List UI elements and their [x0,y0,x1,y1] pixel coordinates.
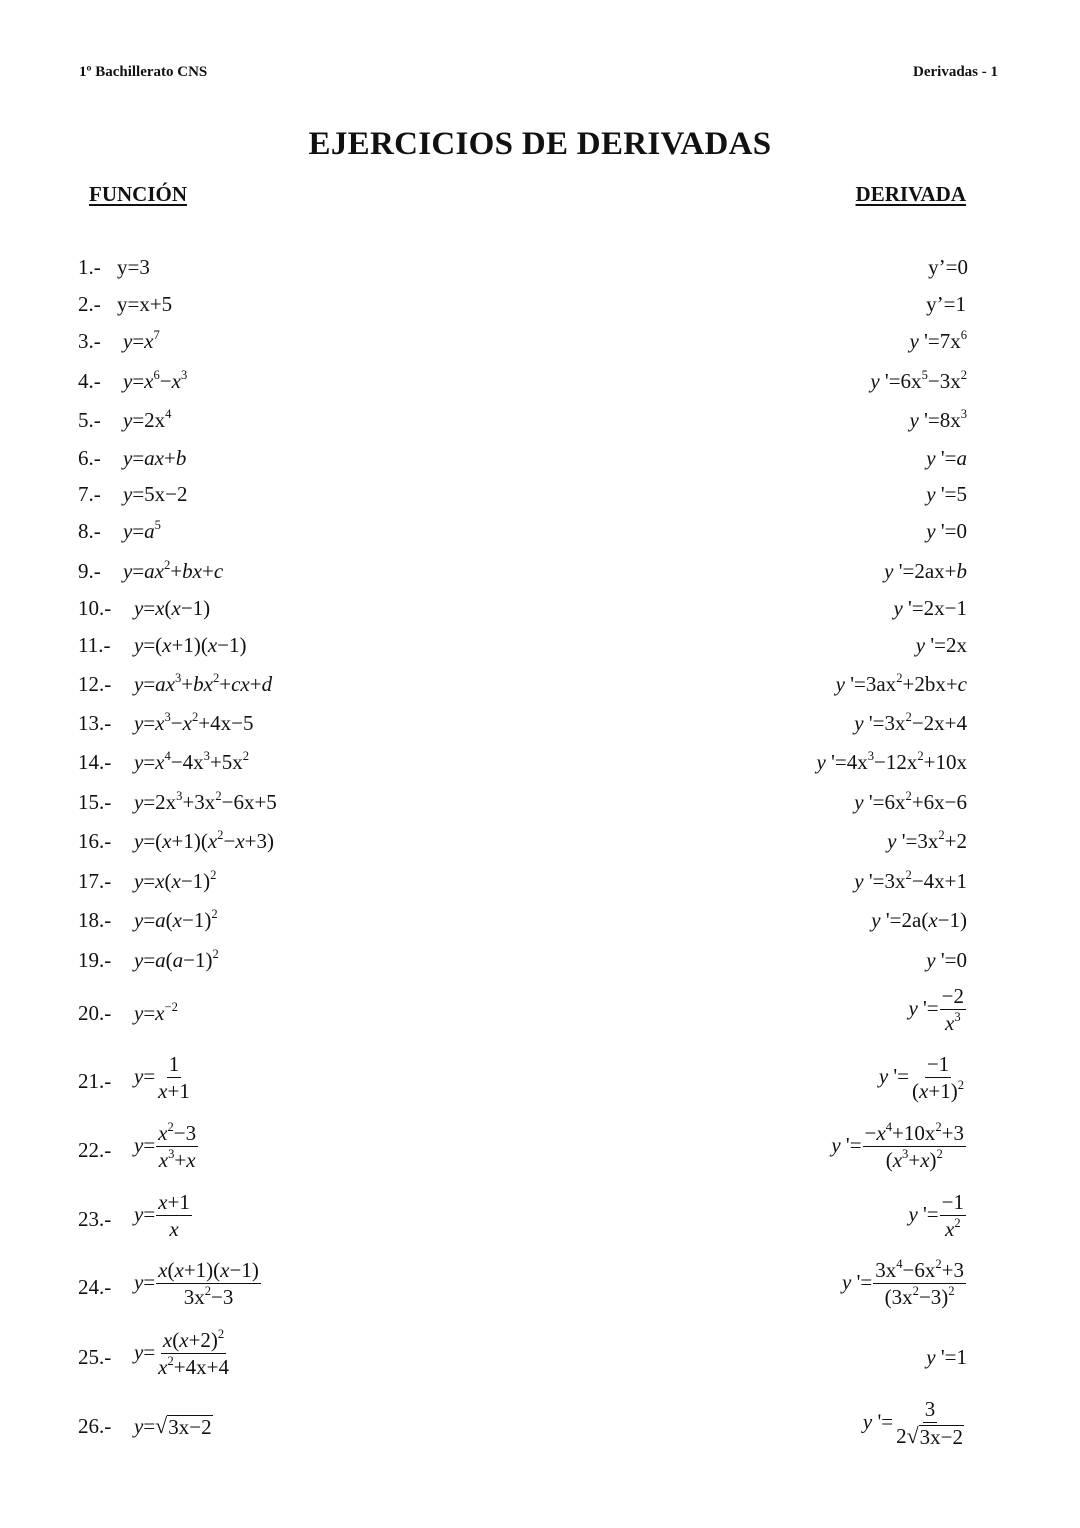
exercise-derivative: y '=2a(x−1) [871,908,967,932]
exercise-derivative: y '= $\frac{-1}{(x+1)^2}$ [878,1052,964,1104]
exercise-row [0,1398,1080,1458]
exercise-function: $y=ax^2+bx+c$ [123,558,224,583]
exercise-number: 15.- [78,790,112,814]
exercise-function: y=3 [117,255,150,279]
exercise-number: 12.- [78,672,112,696]
exercise-derivative: y '$=3ax^2+2bx+c$ [835,671,967,696]
exercise-number: 6.- [78,446,101,470]
exercise-row [0,1053,1080,1113]
exercise-function: $y=x^7$ [123,328,160,353]
column-header-funcion: FUNCIÓN [89,182,187,206]
exercise-number: 10.- [78,596,112,620]
exercise-function: y=x(x−1) [134,596,211,620]
exercise-row [0,1259,1080,1319]
exercise-derivative: y '= $\frac{-x^4+10x^2+3}{(x^3+x)^2}$ [831,1120,964,1173]
exercise-function: $y=ax^3+bx^2+cx+d$ [134,671,273,696]
exercise-derivative: y '= $\frac{3x^4-6x^2+3}{(3x^2-3)^2}$ [842,1257,964,1310]
exercise-derivative: y '$=3x^2-2x+4$ [854,710,967,735]
exercise-row [0,1122,1080,1182]
exercise-derivative: y '= $\frac{-1}{x^2}$ [908,1190,964,1242]
exercise-number: 3.- [78,329,101,353]
exercise-number: 1.- [78,255,101,279]
page-title: EJERCICIOS DE DERIVADAS [308,126,772,162]
exercise-derivative: y '=0 [926,519,967,543]
exercise-function: $y=x^3-x^2+4x-5$ [134,710,254,735]
exercise-number: 18.- [78,908,112,932]
exercise-row [0,1329,1080,1389]
exercise-derivative: y '=2ax+b [884,559,967,583]
exercise-number: 7.- [78,482,101,506]
exercise-function: $y=(x+1)(x^2-x+3)$ [134,828,274,853]
exercise-number: 19.- [78,948,112,972]
exercise-number: 2.- [78,292,101,316]
exercise-function: $y=x(x-1)^2$ [134,868,217,893]
exercise-function: y= $\frac{x(x+2)^2}{x^2+4x+4}$ [134,1327,229,1380]
exercise-derivative: y '=a [926,446,967,470]
exercise-number: 16.- [78,829,112,853]
exercise-number: 13.- [78,711,112,735]
exercise-function: y= $\frac{x^2-3}{x^3+x}$ [134,1120,197,1173]
exercise-derivative: y '$=8x^3$ [909,407,967,432]
exercise-function: $y=2x^3+3x^2-6x+5$ [134,789,277,814]
exercise-function: $y=2x^4$ [123,407,172,432]
exercise-derivative: y '=1 [926,1345,967,1369]
exercise-function: y=5x−2 [123,482,188,506]
exercise-number: 24.- [78,1275,112,1299]
exercise-function: y= $\frac{1}{x+1}$ [134,1052,190,1104]
exercise-number: 5.- [78,408,101,432]
exercise-function: $y=x^4-4x^3+5x^2$ [134,749,250,774]
exercise-function: $y=x^6-x^3$ [123,368,188,393]
exercise-derivative: y’=0 [928,255,968,279]
exercise-function: y=ax+b [123,446,187,470]
exercise-number: 22.- [78,1138,112,1162]
exercise-row [0,985,1080,1045]
exercise-derivative: y '$=6x^5-3x^2$ [870,368,967,393]
exercise-derivative: y '=5 [926,482,967,506]
exercise-number: 4.- [78,369,101,393]
exercise-function: y= $\frac{x(x+1)(x-1)}{3x^2-3}$ [134,1258,259,1310]
exercise-function: $y=a(x-1)^2$ [134,907,218,932]
page-header-left: 1º Bachillerato CNS [79,64,208,80]
exercise-number: 20.- [78,1001,112,1025]
exercise-function: $y=a^5$ [123,518,161,543]
exercise-number: 25.- [78,1345,112,1369]
exercise-function: y=(x+1)(x−1) [134,633,247,657]
exercise-number: 21.- [78,1069,112,1093]
exercise-derivative: y '$=7x^6$ [909,328,967,353]
exercise-derivative: y’=1 [926,292,966,316]
exercise-derivative: y '=2x−1 [893,596,967,620]
exercise-number: 17.- [78,869,112,893]
exercise-derivative: y '= $\frac{-2}{x^3}$ [908,984,964,1036]
exercise-derivative: y '=0 [926,948,967,972]
exercise-number: 26.- [78,1414,112,1438]
exercise-derivative: y '$=3x^2+2$ [887,828,967,853]
column-header-derivada: DERIVADA [855,182,966,206]
page-header-right: Derivadas - 1 [913,64,998,80]
exercise-function: y= $\frac{x+1}{x}$ [134,1190,190,1242]
exercise-function: y= √ 3x−2 [134,1413,212,1439]
exercise-derivative: y '$=6x^2+6x-6$ [854,789,967,814]
exercise-row [0,1191,1080,1251]
exercise-number: 14.- [78,750,112,774]
exercise-number: 9.- [78,559,101,583]
exercise-number: 8.- [78,519,101,543]
exercise-function: $y=a(a-1)^2$ [134,947,219,972]
exercise-function: y=x+5 [117,292,173,316]
exercise-derivative: y '=2x [915,633,967,657]
exercise-function: $y=x^{-2}$ [134,1000,178,1025]
exercise-number: 23.- [78,1207,112,1231]
exercise-number: 11.- [78,633,111,657]
exercise-derivative: y '= 3 2 √ 3x−2 [862,1397,963,1450]
exercise-derivative: y '$=4x^3-12x^2+10x$ [816,749,967,774]
exercise-derivative: y '$=3x^2-4x+1$ [854,868,967,893]
